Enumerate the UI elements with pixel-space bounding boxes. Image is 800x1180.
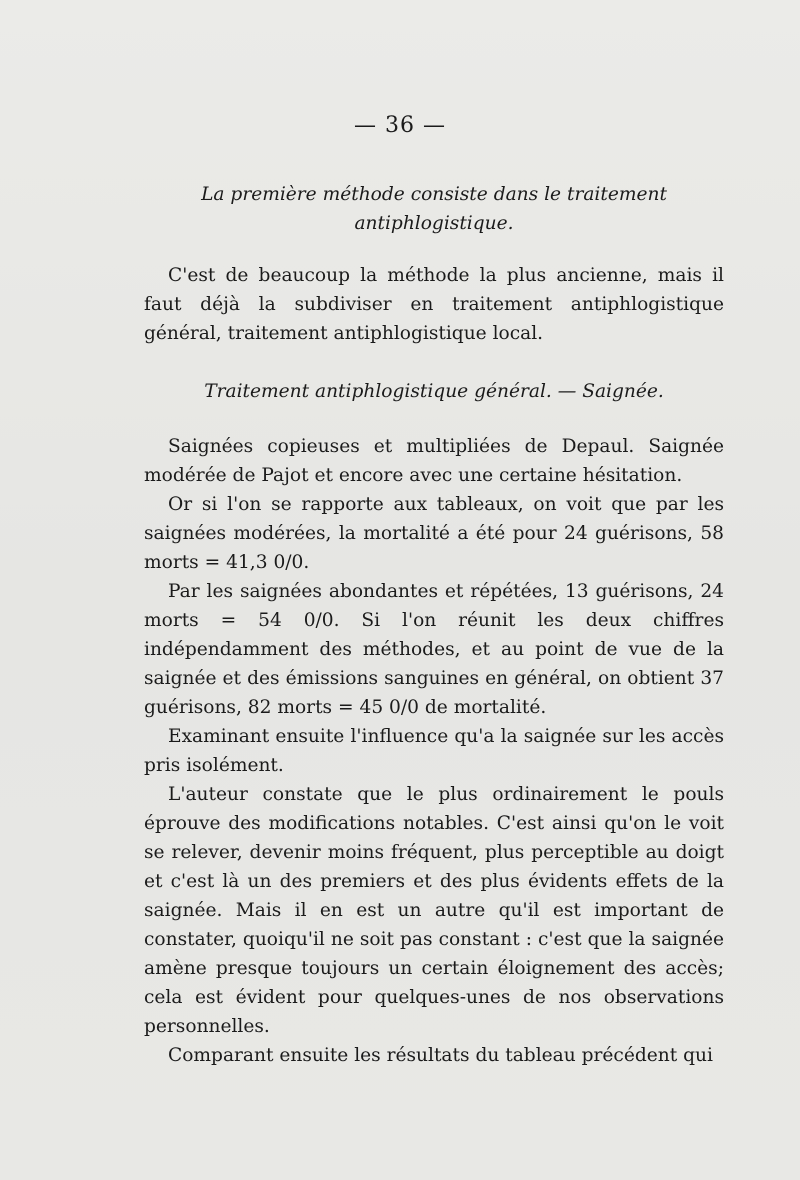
paragraph-saignees-abondantes: Par les saignées abondantes et répétées, 13 guérisons, 24 morts = 54 0/0. Si l'on réunit les deux chiffres indépendamment des méthodes, et au point de vue de la saignée et des émissions sanguines en général, on obtient 37 guérisons, 82 morts = 45 0/0 de mortalité. — [144, 581, 724, 718]
section-heading-line-1: La première méthode consiste dans le traitement — [201, 184, 667, 205]
subsection-heading-saignee: Traitement antiphlogistique général. — Saignée. — [204, 381, 664, 402]
paragraph-influence-acces: Examinant ensuite l'influence qu'a la saignée sur les accès pris isolément. — [144, 726, 724, 776]
paragraph-comparant: Comparant ensuite les résultats du tableau précédent qui — [168, 1045, 713, 1066]
body-text-block — [144, 432, 724, 1070]
paragraph-pouls: L'auteur constate que le plus ordinairement le pouls éprouve des modifications notables. C'est ainsi qu'on le voit se relever, devenir moins fréquent, plus perceptible au doigt et c'est là un des premiers et des plus évidents effets de la saignée. Mais il en est un autre qu'il est important de constater, quoiqu'il ne soit pas constant : c'est que la saignée amène presque toujours un certain éloignement des accès; cela est évident pour quelques-unes de nos observations personnelles. — [144, 784, 724, 1037]
section-heading-method — [144, 180, 724, 238]
paragraph-depaul: Saignées copieuses et multipliées de Depaul. Saignée modérée de Pajot et encore avec une certaine hésitation. — [144, 436, 724, 486]
paragraph-saignees-moderees: Or si l'on se rapporte aux tableaux, on voit que par les saignées modérées, la mortalité a été pour 24 guérisons, 58 morts = 41,3 0/0. — [144, 494, 724, 573]
section-heading-line-2: antiphlogistique. — [354, 213, 514, 234]
page-number: — 36 — — [354, 113, 446, 138]
intro-paragraph: C'est de beaucoup la méthode la plus ancienne, mais il faut déjà la subdiviser en traitement antiphlogistique général, traitement antiphlogistique local. — [144, 265, 724, 344]
intro-paragraph-block — [144, 261, 724, 348]
